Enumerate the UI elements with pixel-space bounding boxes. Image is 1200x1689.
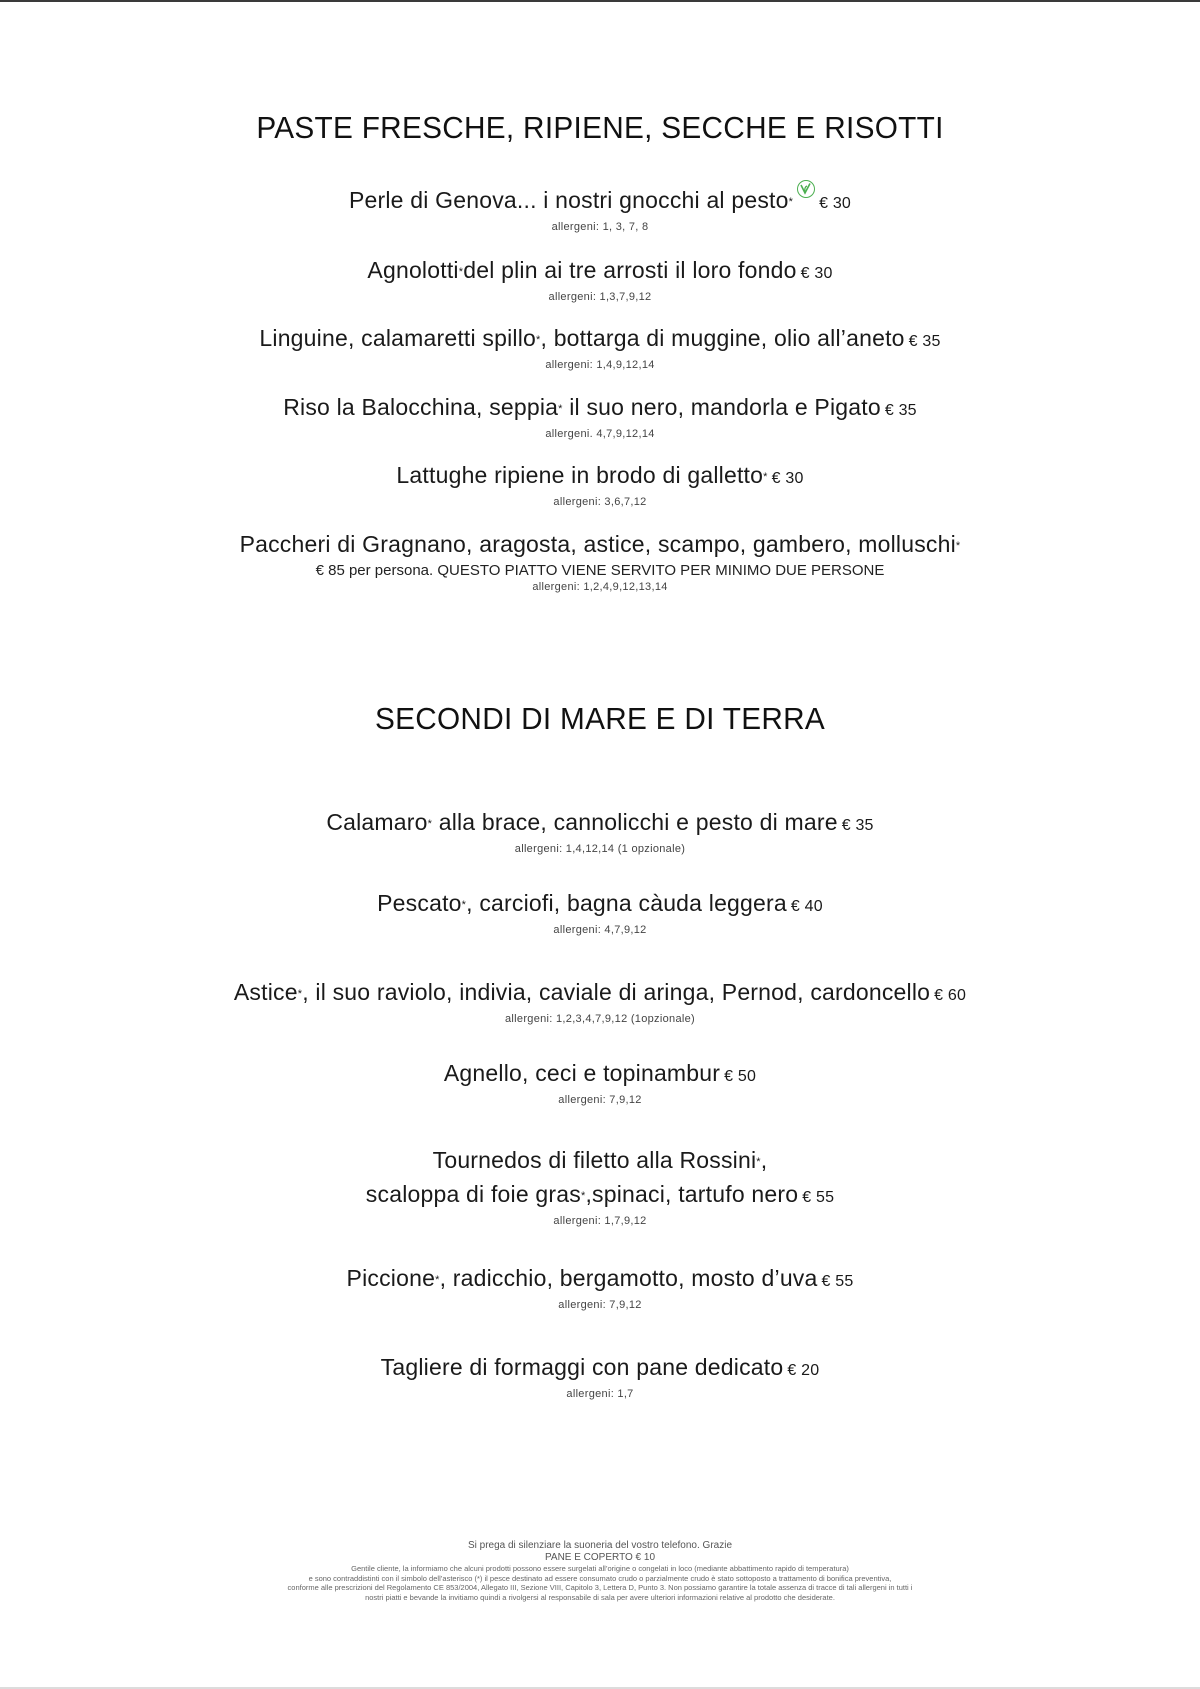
- allergens: allergeni: 4,7,9,12: [553, 924, 647, 936]
- menu-item: [0, 1262, 1200, 1312]
- price: € 35: [908, 333, 941, 350]
- dish-name: Piccione*, radicchio, bergamotto, mosto d’uva € 55: [346, 1265, 854, 1291]
- dish-name: Astice*, il suo raviolo, indivia, caviale di aringa, Pernod, cardoncello € 60: [233, 979, 967, 1005]
- price: € 35: [884, 402, 917, 419]
- frozen-asterisk: *: [580, 1189, 586, 1202]
- menu-item: [0, 1144, 1200, 1228]
- vegetarian-v-icon: [797, 180, 815, 198]
- dish-name: Agnolotti*del plin ai tre arrosti il loro fondo € 30: [367, 257, 833, 283]
- frozen-asterisk: *: [788, 195, 794, 208]
- allergens: allergeni: 1,4,9,12,14: [545, 359, 655, 371]
- frozen-asterisk: *: [536, 333, 541, 346]
- section-title-paste: PASTE FRESCHE, RIPIENE, SECCHE E RISOTTI: [256, 110, 944, 145]
- allergens: allergeni. 4,7,9,12,14: [545, 428, 655, 440]
- cover-charge: PANE E COPERTO € 10: [544, 1552, 656, 1563]
- price: € 35: [841, 817, 874, 834]
- price: € 30: [800, 265, 833, 282]
- menu-item: [0, 528, 1200, 594]
- dish-name: Lattughe ripiene in brodo di galletto* € 30: [396, 462, 804, 488]
- frozen-asterisk: *: [461, 898, 467, 911]
- fine-print-line: Gentile cliente, la informiamo che alcuni prodotti possono essere surgelati all’origine o congelati in loco (mediante abbattimento rapido di temperatura): [351, 1564, 849, 1573]
- allergens: allergeni: 1,2,4,9,12,13,14: [532, 580, 668, 593]
- dish-name-line1: Tournedos di filetto alla Rossini*,: [432, 1147, 768, 1173]
- price: € 55: [821, 1273, 854, 1290]
- fine-print-line: e sono contraddistinti con il simbolo dell’asterisco (*) il pesce destinato ad essere consumato crudo o parzialmente crudo è stato sottoposto a trattamento di bonifica preventiva,: [308, 1573, 892, 1583]
- dish-name: Paccheri di Gragnano, aragosta, astice, scampo, gambero, molluschi*: [239, 531, 961, 557]
- frozen-asterisk: *: [763, 470, 768, 483]
- menu-item: [0, 976, 1200, 1026]
- frozen-asterisk: *: [458, 265, 464, 278]
- allergens: allergeni: 1,7,9,12: [553, 1214, 647, 1227]
- price: € 55: [802, 1188, 835, 1206]
- frozen-asterisk: *: [955, 539, 961, 552]
- menu-item: [0, 254, 1200, 304]
- price: € 30: [819, 195, 852, 212]
- dish-name: Calamaro* alla brace, cannolicchi e pesto di mare € 35: [326, 809, 874, 835]
- fine-print-line: nostri piatti e bevande la invitiamo quindi a rivolgersi al responsabile di sala per avere ulteriori informazioni relative al prodotto che desiderate.: [365, 1592, 835, 1602]
- dish-name: Perle di Genova... i nostri gnocchi al pesto* € 30: [0, 184, 1200, 220]
- price: € 20: [787, 1362, 820, 1379]
- frozen-asterisk: *: [756, 1155, 761, 1168]
- allergens: allergeni: 3,6,7,12: [553, 496, 647, 508]
- menu-item: [0, 806, 1200, 856]
- top-border: [0, 0, 1200, 2]
- dish-name: Agnello, ceci e topinambur € 50: [443, 1060, 757, 1086]
- allergens: allergeni: 1,7: [566, 1388, 634, 1400]
- allergens: allergeni: 1,4,12,14 (1 opzionale): [514, 843, 686, 855]
- menu-item: [0, 184, 1200, 234]
- allergens: allergeni: 7,9,12: [558, 1299, 642, 1311]
- menu-item: [0, 459, 1200, 509]
- price: € 40: [790, 898, 823, 915]
- menu-item: [0, 1351, 1200, 1401]
- frozen-asterisk: *: [427, 817, 433, 830]
- price: € 50: [724, 1068, 757, 1085]
- menu-item: [0, 1057, 1200, 1107]
- dish-name: Riso la Balocchina, seppia* il suo nero, mandorla e Pigato € 35: [283, 394, 917, 420]
- dish-name: Tagliere di formaggi con pane dedicato € 20: [380, 1354, 820, 1380]
- price: € 30: [771, 470, 804, 487]
- allergens: allergeni: 1,3,7,9,12: [548, 291, 652, 303]
- allergens: allergeni: 7,9,12: [558, 1094, 642, 1106]
- price: € 60: [934, 987, 967, 1004]
- dish-name-line2: scaloppa di foie gras*,spinaci, tartufo nero € 55: [365, 1180, 835, 1207]
- menu-item: [0, 322, 1200, 372]
- allergens: allergeni: 1, 3, 7, 8: [551, 221, 649, 233]
- frozen-asterisk: *: [435, 1273, 440, 1286]
- dish-name: Pescato*, carciofi, bagna càuda leggera € 40: [377, 890, 823, 916]
- dish-note: € 85 per persona. QUESTO PIATTO VIENE SERVITO PER MINIMO DUE PERSONE: [315, 561, 885, 579]
- allergens: allergeni: 1,2,3,4,7,9,12 (1opzionale): [505, 1013, 695, 1025]
- dish-name: Linguine, calamaretti spillo*, bottarga di muggine, olio all’aneto € 35: [259, 325, 941, 351]
- frozen-asterisk: *: [297, 987, 303, 1000]
- menu-item: [0, 887, 1200, 937]
- fine-print-line: conforme alle prescrizioni del Regolamento CE 853/2004, Allegato III, Sezione VIII, Capitolo 3, Lettera D, Punto 3. Non possiamo garantire la totale assenza di tracce di tali allergeni in tutti i: [287, 1583, 913, 1592]
- section-title-secondi: SECONDI DI MARE E DI TERRA: [374, 701, 826, 736]
- phone-notice: Si prega di silenziare la suoneria del vostro telefono. Grazie: [467, 1540, 733, 1551]
- footer: [0, 1540, 1200, 1602]
- frozen-asterisk: *: [558, 402, 563, 415]
- menu-item: [0, 391, 1200, 441]
